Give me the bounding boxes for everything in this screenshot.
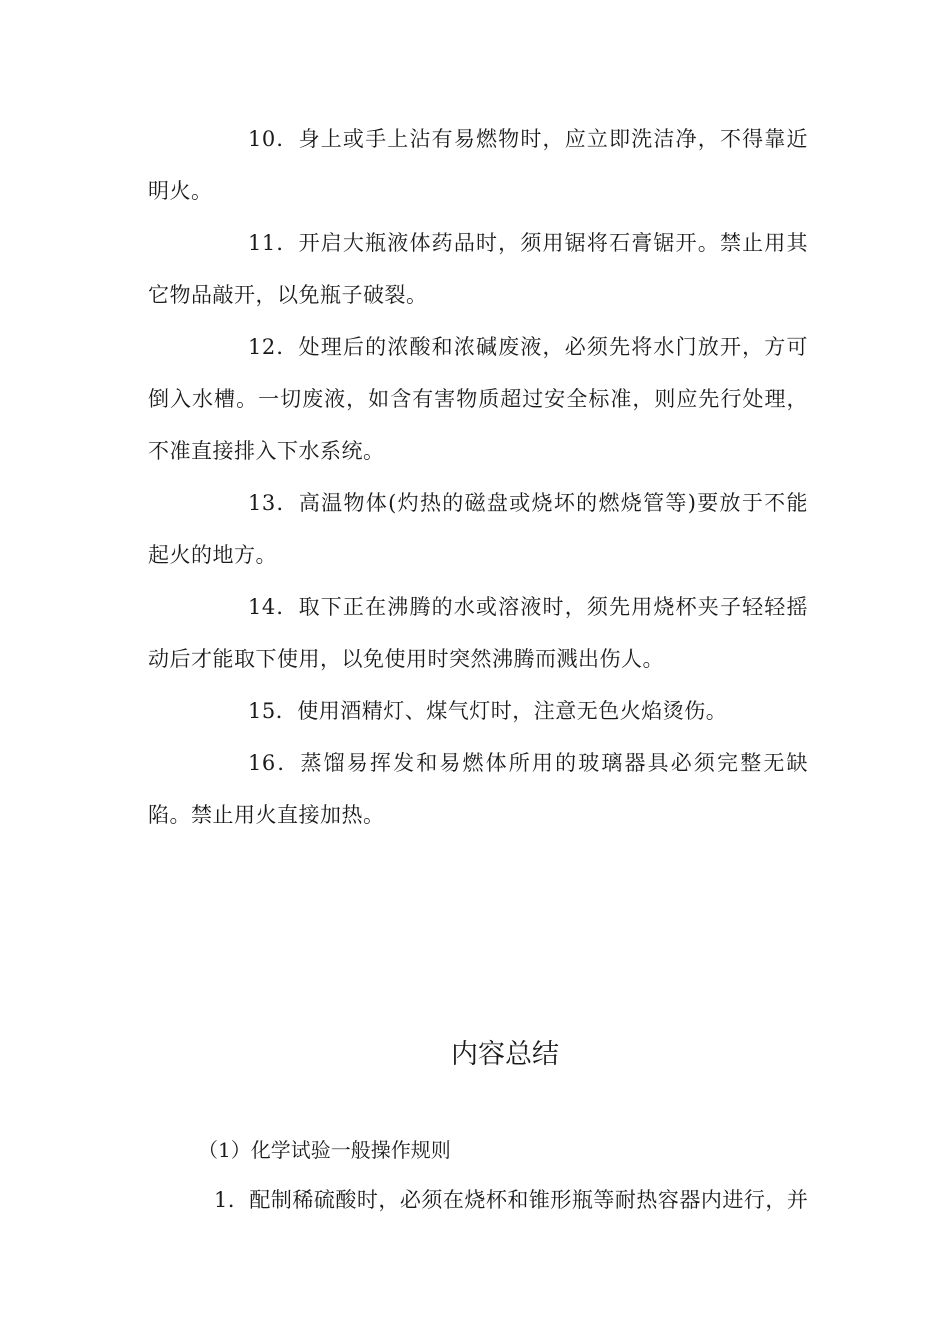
rule-12: 12．处理后的浓酸和浓碱废液，必须先将水门放开，方可倒入水槽。一切废液，如含有害物质超过安全标准，则应先行处理，不准直接排入下水系统。: [148, 335, 808, 463]
rule-14: 14．取下正在沸腾的水或溶液时，须先用烧杯夹子轻轻摇动后才能取下使用，以免使用时突然沸腾而溅出伤人。: [148, 595, 808, 671]
section-heading: （1）化学试验一般操作规则: [198, 1138, 451, 1162]
summary-title: 内容总结: [451, 1039, 559, 1070]
rule-15: 15．使用酒精灯、煤气灯时，注意无色火焰烫伤。: [248, 699, 728, 723]
rule-16: 16．蒸馏易挥发和易燃体所用的玻璃器具必须完整无缺陷。禁止用火直接加热。: [148, 751, 808, 827]
summary-item-1: 1．配制稀硫酸时，必须在烧杯和锥形瓶等耐热容器内进行，并: [214, 1188, 809, 1212]
rule-11: 11．开启大瓶液体药品时，须用锯将石膏锯开。禁止用其它物品敲开，以免瓶子破裂。: [148, 231, 808, 307]
rule-13: 13．高温物体(灼热的磁盘或烧坏的燃烧管等)要放于不能起火的地方。: [148, 491, 808, 567]
rule-10: 10．身上或手上沾有易燃物时，应立即洗洁净，不得靠近明火。: [148, 127, 808, 203]
safety-rules-list: [148, 113, 808, 841]
